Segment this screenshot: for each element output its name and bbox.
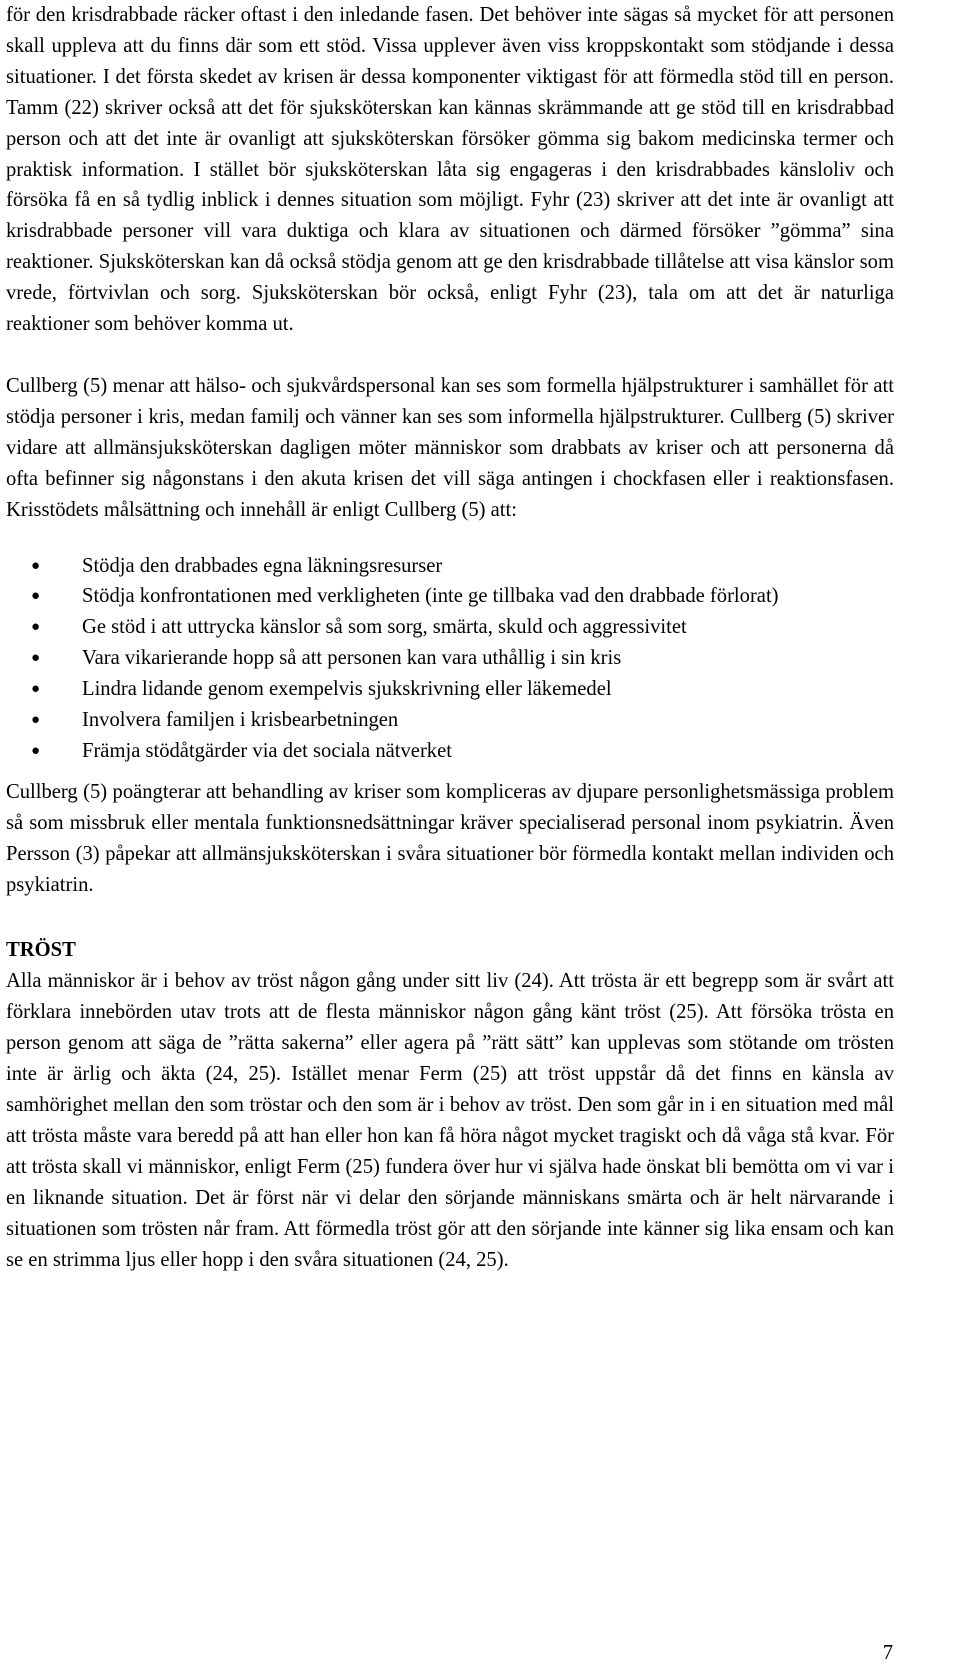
bullet-icon: ● [31,712,41,729]
list-item [6,551,894,582]
list-item-text: Vara vikarierande hopp så att personen kan vara uthållig i sin kris [82,647,622,670]
list-item [6,736,894,767]
paragraph-cullberg-structures: Cullberg (5) menar att hälso- och sjukvårdspersonal kan ses som formella hjälpstrukturer i samhället för att stödja personer i kris, medan familj och vänner kan ses som informella hjälpstrukturer. Cullberg (5) skriver vidare att allmänsjuksköterskan dagligen möter människor som drabbats av kriser och att personerna då ofta befinner sig någonstans i den akuta krisen det vill säga antingen i chockfasen eller i reaktionsfasen. Krisstödets målsättning och innehåll är enligt Cullberg (5) att: [6,374,894,521]
list-item [6,612,894,643]
list-item-text: Främja stödåtgärder via det sociala nätverket [82,739,452,762]
bullet-icon: ● [31,619,41,636]
list-item-text: Ge stöd i att uttrycka känslor så som sorg, smärta, skuld och aggressivitet [82,616,687,639]
bullet-icon: ● [31,557,41,574]
list-item [6,674,894,705]
document-page [6,0,894,1275]
paragraph-trost: Alla människor är i behov av tröst någon gång under sitt liv (24). Att trösta är ett begrepp som är svårt att förklara innebörden utav trots att de flesta människor någon gång känt tröst (25). Att försöka trösta en person genom att säga de ”rätta sakerna” eller agera på ”rätt sätt” kan upplevas som stötande om trösten inte är ärlig och äkta (24, 25). Istället menar Ferm (25) att tröst uppstår då det finns en känsla av samhörighet mellan den som tröstar och den som är i behov av tröst. Den som går in i en situation med mål att trösta måste vara beredd på att han eller hon kan få höra något mycket tragiskt och då våga stå kvar. För att trösta skall vi människor, enligt Ferm (25) fundera över hur vi själva hade önskat bli bemötta om vi var i en liknande situation. Det är först när vi delar den sörjande människans smärta och är helt närvarande i situationen som trösten når fram. Att förmedla tröst gör att den sörjande inte känner sig lika ensam och kan se en strimma ljus eller hopp i den svåra situationen (24, 25). [6,970,894,1271]
bullet-icon: ● [31,681,41,698]
bullet-icon: ● [31,742,41,759]
list-item-text: Stödja konfrontationen med verkligheten (inte ge tillbaka vad den drabbade förlorat) [82,585,779,608]
bullet-icon: ● [31,650,41,667]
section-heading-trost: TRÖST [6,939,76,962]
list-item-text: Involvera familjen i krisbearbetningen [82,709,399,732]
list-item [6,643,894,674]
list-item [6,705,894,736]
page-number: 7 [882,1642,893,1664]
list-item-text: Stödja den drabbades egna läkningsresurser [82,554,443,577]
bullet-icon: ● [31,588,41,605]
paragraph-crisis-support: för den krisdrabbade räcker oftast i den inledande fasen. Det behöver inte sägas så mycket för att personen skall uppleva att du finns där som ett stöd. Vissa upplever även viss kroppskontakt som stödjande i dessa situationer. I det första skedet av krisen är dessa komponenter viktigast för att förmedla stöd till en person. Tamm (22) skriver också att det för sjuksköterskan kan kännas skrämmande att ge stöd till en krisdrabbad person och att det inte är ovanligt att sjuksköterskan försöker gömma sig bakom medicinska termer och praktisk information. I stället bör sjuksköterskan låta sig engageras i den krisdrabbades känsloliv och försöka få en så tydlig inblick i dennes situation som möjligt. Fyhr (23) skriver att det inte är ovanligt att krisdrabbade personer vill vara duktiga och klara av situationen och därmed försöker ”gömma” sina reaktioner. Sjuksköterskan kan då också stödja genom att ge den krisdrabbade tillåtelse att visa känslor som vrede, förtvivlan och sorg. Sjuksköterskan bör också, enligt Fyhr (23), tala om att det är naturliga reaktioner som behöver komma ut. [6,4,894,336]
list-item [6,581,894,612]
paragraph-cullberg-psychiatry: Cullberg (5) poängterar att behandling av kriser som kompliceras av djupare personlighetsmässiga problem så som missbruk eller mentala funktionsnedsättningar kräver specialiserad personal inom psykiatrin. Även Persson (3) påpekar att allmänsjuksköterskan i svåra situationer bör förmedla kontakt mellan individen och psykiatrin. [6,780,894,896]
crisis-support-goals-list [6,551,894,767]
list-item-text: Lindra lidande genom exempelvis sjukskrivning eller läkemedel [82,678,612,701]
